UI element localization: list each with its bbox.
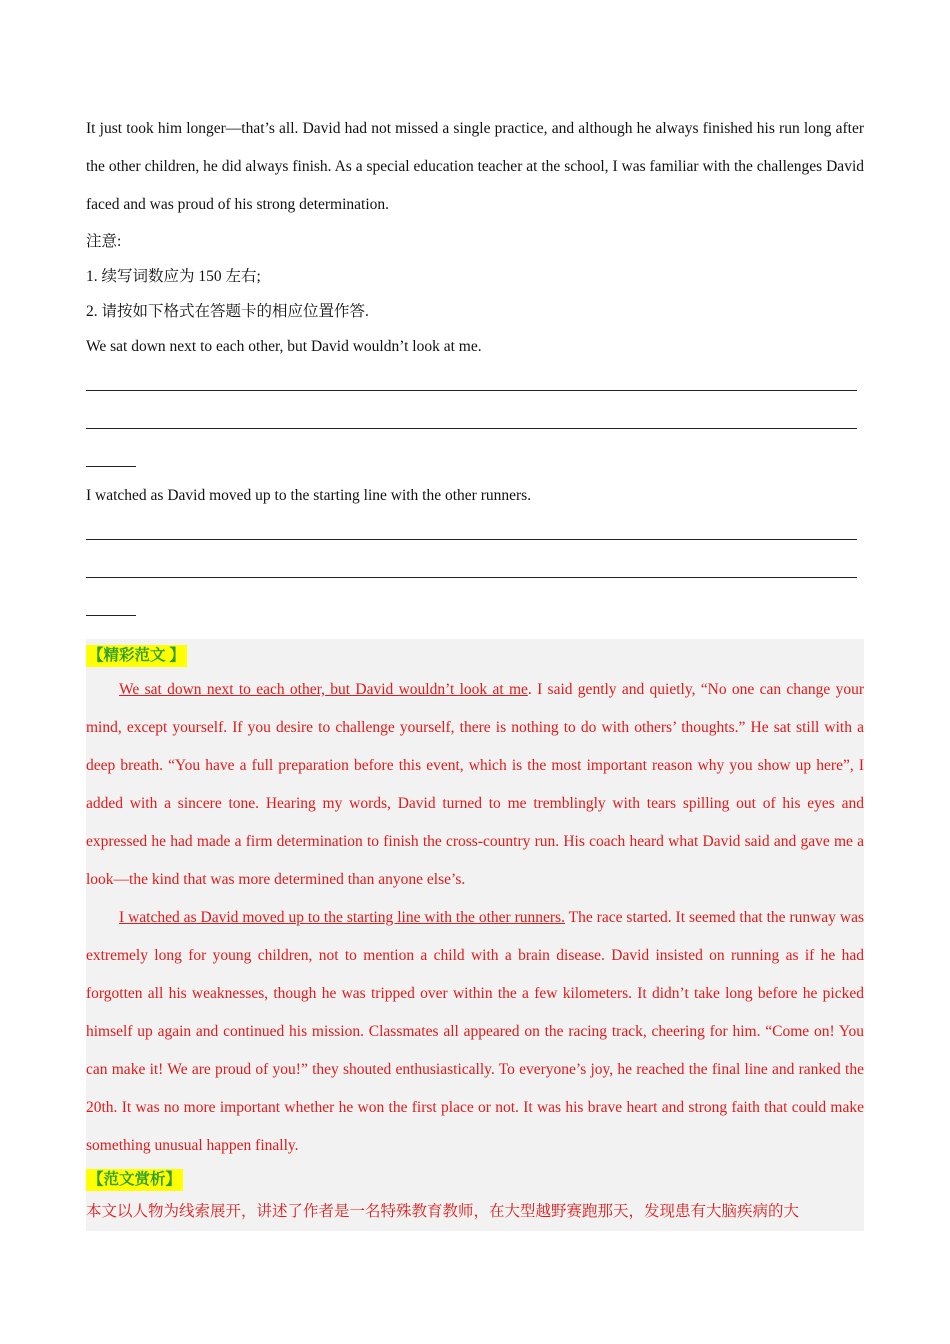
notes-heading: 注意: [86, 233, 122, 250]
sample-paragraph-1-body: . I said gently and quietly, “No one can change your mind, except yourself. If you desire to challenge yourself, there is nothing to do with others’ thoughts.” He sat still with a deep breath. “You have a full preparation before this event, which is the most important reason why you show up here”, I added with a sincere tone. Hearing my words, David turned to me tremblingly with tears spilling out of his eyes and expressed he had made a firm determination to finish the cross-country run. His coach heard what David said and gave me a look—the kind that was more determined than anyone else’s. [86, 681, 865, 888]
answer-line-short [86, 589, 864, 627]
prompt-sentence-1: We sat down next to each other, but David wouldn’t look at me. [86, 338, 482, 355]
answer-line [86, 364, 864, 402]
notes-item-2: 2. 请按如下格式在答题卡的相应位置作答. [86, 303, 369, 320]
answer-line [86, 551, 864, 589]
sample-paragraph-2 [86, 899, 864, 1165]
answer-line [86, 402, 864, 440]
sample-paragraph-1 [86, 671, 864, 899]
answer-line [86, 513, 864, 551]
passage-end-paragraph: It just took him longer—that’s all. David had not missed a single practice, and although he always finished his run long after the other children, he did always finish. As a special education teacher at the school, I was familiar with the challenges David faced and was proud of his strong determination. [86, 120, 864, 213]
prompt-sentence-2: I watched as David moved up to the starting line with the other runners. [86, 487, 532, 504]
sample-essay-section [86, 639, 864, 1231]
sample-essay-label: 【精彩范文 】 [86, 645, 187, 667]
sample-paragraph-2-lead: I watched as David moved up to the starting line with the other runners. [119, 909, 565, 926]
analysis-label: 【范文赏析】 [86, 1169, 183, 1191]
document-page [86, 110, 864, 1231]
notes-item-1: 1. 续写词数应为 150 左右; [86, 268, 261, 285]
sample-paragraph-2-body: The race started. It seemed that the runway was extremely long for young children, not to mention a child with a brain disease. David insisted on running as if he had forgotten all his weaknesses, though he was tripped over within the a few kilometers. It didn’t take long before he picked himself up again and continued his mission. Classmates all appeared on the racing track, cheering for him. “Come on! You can make it! We are proud of you!” they shouted enthusiastically. To everyone’s joy, he reached the final line and ranked the 20th. It was no more important whether he won the first place or not. It was his brave heart and strong faith that could make something unusual happen finally. [86, 909, 864, 1154]
sample-paragraph-1-lead: We sat down next to each other, but David wouldn’t look at me [119, 681, 528, 698]
answer-line-short [86, 440, 864, 478]
analysis-text: 本文以人物为线索展开，讲述了作者是一名特殊教育教师，在大型越野赛跑那天，发现患有大脑疾病的大 [86, 1203, 800, 1220]
